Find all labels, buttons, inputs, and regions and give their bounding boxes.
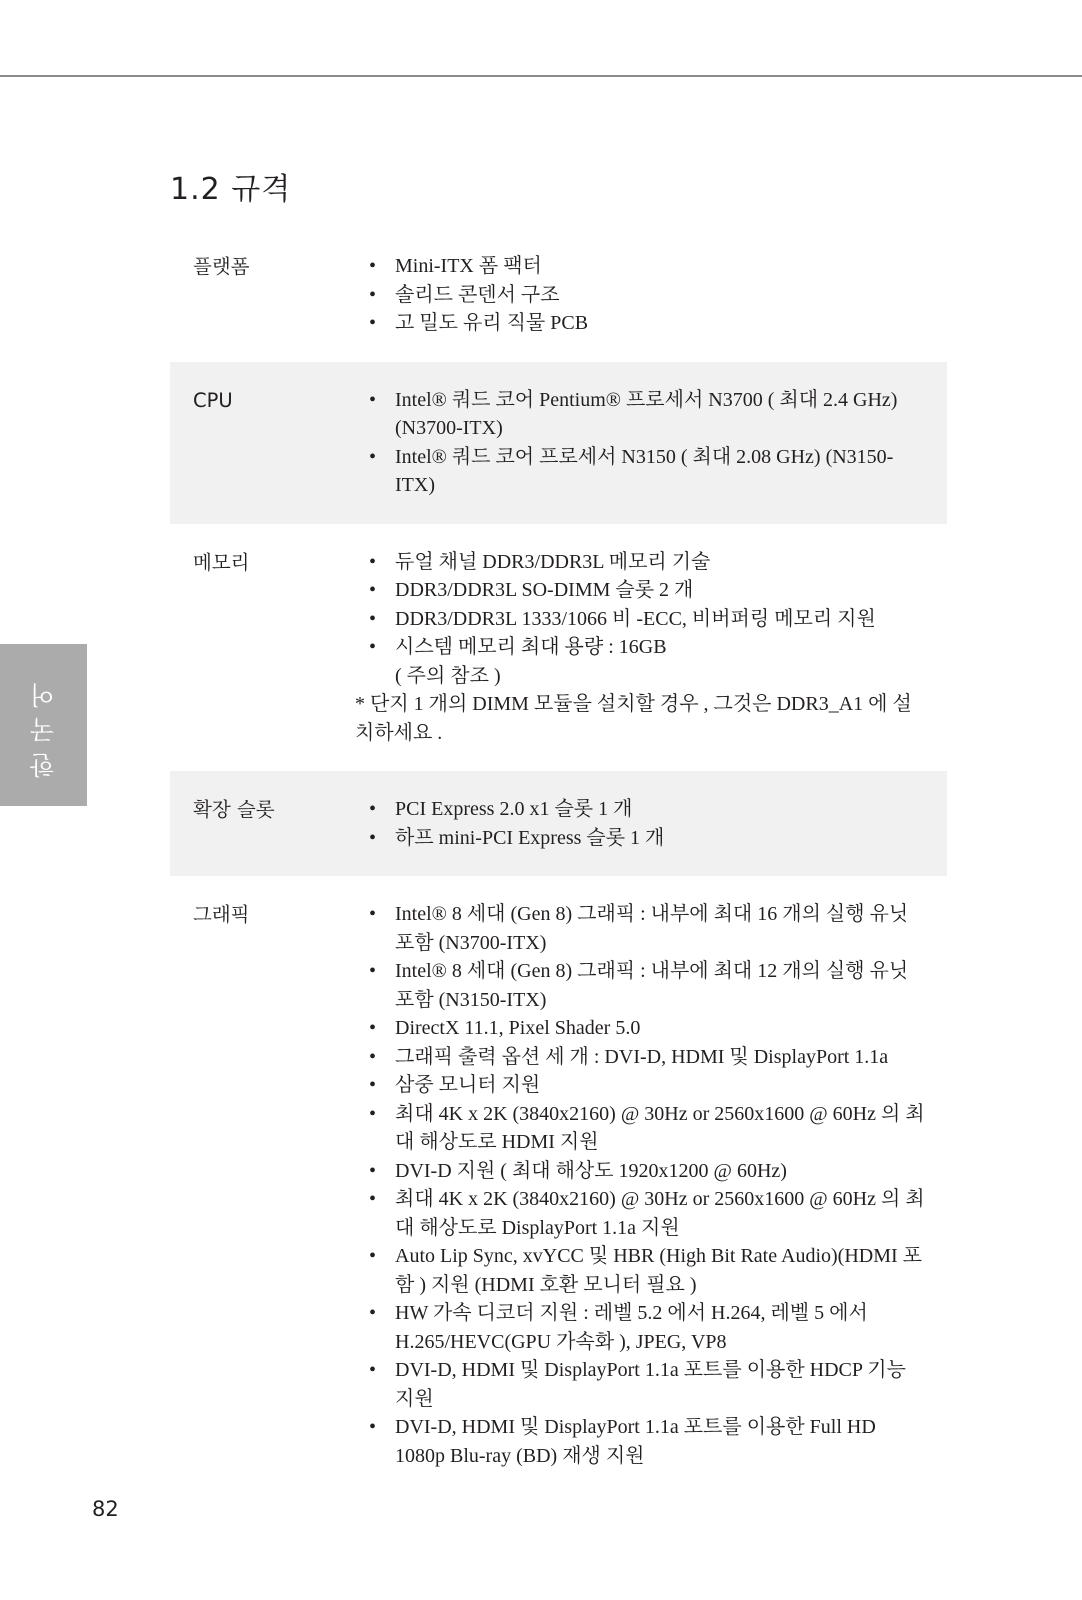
spec-content [355,548,927,748]
spec-item [365,1299,927,1356]
spec-label: CPU [193,388,233,412]
spec-item-text: 그래픽 출력 옵션 세 개 : DVI-D, HDMI 및 DisplayPort 1.1a [395,1045,889,1068]
spec-item [365,605,927,634]
spec-item-text: 솔리드 콘덴서 구조 [395,283,560,306]
spec-item [365,443,927,500]
spec-item [365,795,927,824]
spec-row [170,771,947,876]
spec-item-text: HW 가속 디코더 지원 : 레벨 5.2 에서 H.264, 레벨 5 에서 H.265/HEVC(GPU 가속화 ), JPEG, VP8 [395,1302,868,1353]
spec-item-text: DVI-D, HDMI 및 DisplayPort 1.1a 포트를 이용한 HDCP 기능 지원 [395,1359,906,1410]
spec-table [170,240,947,1482]
spec-item [365,281,927,310]
spec-item [365,576,927,605]
spec-list [365,548,927,691]
spec-item [365,957,927,1014]
spec-footnote: * 단지 1 개의 DIMM 모듈을 설치할 경우 , 그것은 DDR3_A1 에 설치하세요 . [355,693,912,744]
spec-content [365,252,927,338]
spec-item [365,900,927,957]
spec-list [365,795,927,852]
spec-item-text: Auto Lip Sync, xvYCC 및 HBR (High Bit Rate Audio)(HDMI 포함 ) 지원 (HDMI 호환 모니터 필요 ) [395,1245,922,1296]
spec-item-text: Intel® 쿼드 코어 Pentium® 프로세서 N3700 ( 최대 2.4 GHz) (N3700-ITX) [395,388,898,439]
spec-label: 메모리 [193,550,250,574]
spec-item-text: DDR3/DDR3L SO-DIMM 슬롯 2 개 [395,579,694,601]
spec-item [365,633,927,690]
header-rule [0,75,1082,77]
language-side-tab [0,644,87,806]
spec-item [365,252,927,281]
spec-item [365,1071,927,1100]
page-number: 82 [92,1497,119,1521]
spec-list [365,900,927,1470]
spec-item-text: 삼중 모니터 지원 [395,1074,541,1096]
spec-item [365,1157,927,1186]
spec-item-text: Intel® 8 세대 (Gen 8) 그래픽 : 내부에 최대 16 개의 실행 유닛 포함 (N3700-ITX) [395,903,909,954]
spec-list [365,386,927,500]
spec-item-text: DVI-D, HDMI 및 DisplayPort 1.1a 포트를 이용한 Full HD 1080p Blu-ray (BD) 재생 지원 [395,1416,876,1467]
spec-row [170,362,947,524]
language-tab-label: 한국어 [28,672,58,778]
spec-item-text: 하프 mini-PCI Express 슬롯 1 개 [395,826,665,849]
spec-item [365,1242,927,1299]
spec-item [365,1413,927,1470]
section-title: 1.2 규격 [170,172,292,207]
spec-item-text: 듀얼 채널 DDR3/DDR3L 메모리 기술 [395,550,711,573]
spec-item [365,1356,927,1413]
spec-item [365,548,927,577]
spec-row [170,876,947,1482]
spec-row [170,240,947,362]
spec-item-text: Intel® 쿼드 코어 프로세서 N3150 ( 최대 2.08 GHz) (N3150-ITX) [395,445,894,496]
spec-item-text: PCI Express 2.0 x1 슬롯 1 개 [395,798,633,820]
spec-item [365,1043,927,1072]
spec-item-text: 고 밀도 유리 직물 PCB [395,312,589,334]
spec-item [365,309,927,338]
spec-item [365,1100,927,1157]
spec-content [365,386,927,500]
spec-content [365,900,927,1470]
spec-item-text: DVI-D 지원 ( 최대 해상도 1920x1200 @ 60Hz) [395,1159,787,1182]
spec-label: 플랫폼 [193,255,250,278]
spec-row [170,524,947,772]
spec-item-text: DirectX 11.1, Pixel Shader 5.0 [395,1017,641,1039]
spec-item-text: Mini-ITX 폼 팩터 [395,255,542,277]
spec-item [365,1185,927,1242]
spec-item [365,824,927,853]
spec-content [365,795,927,852]
spec-item-text: Intel® 8 세대 (Gen 8) 그래픽 : 내부에 최대 12 개의 실행 유닛 포함 (N3150-ITX) [395,960,909,1011]
spec-item-text: 최대 4K x 2K (3840x2160) @ 30Hz or 2560x1600 @ 60Hz 의 최대 해상도로 DisplayPort 1.1a 지원 [395,1188,925,1239]
spec-item-text: DDR3/DDR3L 1333/1066 비 -ECC, 비버퍼링 메모리 지원 [395,607,876,630]
spec-item [365,386,927,443]
spec-item-note: ( 주의 참조 ) [395,664,501,687]
spec-item-text: 시스템 메모리 최대 용량 : 16GB [395,636,667,658]
spec-item [365,1014,927,1043]
spec-list [365,252,927,338]
spec-item-text: 최대 4K x 2K (3840x2160) @ 30Hz or 2560x1600 @ 60Hz 의 최대 해상도로 HDMI 지원 [395,1102,925,1153]
spec-label: 그래픽 [193,903,250,926]
spec-label: 확장 슬롯 [193,798,275,821]
